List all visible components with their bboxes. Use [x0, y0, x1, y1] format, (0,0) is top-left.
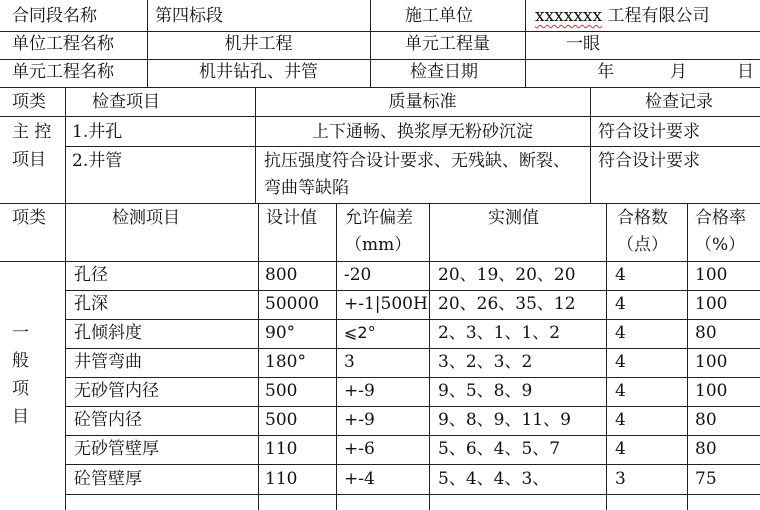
- row-rate: 75: [695, 469, 717, 489]
- row-measured: 20、26、35、12: [438, 294, 576, 314]
- row-item: 孔深: [74, 294, 108, 314]
- row-tolerance: +-9: [344, 381, 375, 401]
- row-count: 4: [615, 352, 626, 372]
- row-measured: 9、5、8、9: [438, 381, 533, 401]
- main-category-line2: 项目: [12, 150, 46, 170]
- gen-category-char: 般: [12, 351, 29, 371]
- main-row-item: 2.井管: [72, 151, 123, 171]
- gen-col-measured: 实测值: [488, 208, 539, 228]
- gen-col-pass-rate: 合格率: [695, 208, 746, 228]
- row-design: 90°: [265, 323, 296, 343]
- main-row-standard: 抗压强度符合设计要求、无残缺、断裂、: [264, 151, 570, 171]
- row-rate: 80: [695, 439, 717, 459]
- row-item: 孔径: [74, 265, 108, 285]
- row-count: 4: [615, 381, 626, 401]
- element-name-value: 机井钻孔、井管: [199, 62, 318, 82]
- gen-col-category: 项类: [12, 208, 46, 228]
- row-item: 砼管壁厚: [74, 469, 142, 489]
- gen-category-char: 一: [12, 323, 29, 343]
- row-measured: 20、19、20、20: [438, 265, 576, 285]
- row-count: 4: [615, 294, 626, 314]
- row-tolerance: +-9: [344, 410, 375, 430]
- row-count: 4: [615, 265, 626, 285]
- main-col-category: 项类: [12, 92, 46, 112]
- constructor-name-placeholder: xxxxxxx: [535, 6, 603, 26]
- constructor-value: [535, 3, 710, 29]
- row-measured: 2、3、1、1、2: [438, 323, 561, 343]
- row-rate: 80: [695, 410, 717, 430]
- unit-project-label: 单位工程名称: [12, 34, 114, 54]
- unit-project-value: 机井工程: [224, 34, 293, 54]
- inspect-date-label: 检查日期: [410, 62, 478, 82]
- main-col-standard: 质量标准: [388, 92, 457, 112]
- main-row-record: 符合设计要求: [598, 151, 700, 171]
- row-item: 砼管内径: [74, 410, 142, 430]
- row-rate: 80: [695, 323, 717, 343]
- row-item: 无砂管内径: [74, 381, 159, 401]
- gen-col-tolerance-unit: （mm）: [345, 235, 412, 255]
- date-year-label: 年: [597, 62, 614, 82]
- contract-section-value: 第四标段: [155, 6, 223, 26]
- date-month-label: 月: [670, 62, 687, 82]
- row-count: 4: [615, 323, 626, 343]
- gen-col-pass-count: 合格数: [617, 208, 668, 228]
- date-day-label: 日: [737, 62, 754, 82]
- row-tolerance: 3: [344, 352, 355, 372]
- row-count: 4: [615, 439, 626, 459]
- row-measured: 5、4、4、3、: [438, 469, 550, 489]
- row-tolerance: +-1|500H: [344, 294, 428, 314]
- main-row-standard: 上下通畅、换浆厚无粉砂沉淀: [312, 122, 533, 142]
- row-item: 无砂管壁厚: [74, 439, 159, 459]
- contract-section-label: 合同段名称: [12, 6, 97, 26]
- main-row-standard-cont: 弯曲等缺陷: [264, 178, 349, 198]
- gen-col-design: 设计值: [266, 208, 317, 228]
- gen-col-pass-count-unit: （点）: [617, 235, 668, 255]
- element-name-label: 单元工程名称: [12, 62, 114, 82]
- row-measured: 5、6、4、5、7: [438, 439, 561, 459]
- constructor-name-suffix: 工程有限公司: [602, 6, 710, 26]
- row-rate: 100: [695, 294, 728, 314]
- row-tolerance: -20: [344, 265, 372, 285]
- row-rate: 100: [695, 381, 728, 401]
- main-category-line1: 主 控: [12, 122, 52, 142]
- gen-col-tolerance: 允许偏差: [345, 208, 413, 228]
- main-col-item: 检查项目: [92, 92, 160, 112]
- row-design: 110: [265, 439, 298, 459]
- row-design: 500: [265, 410, 298, 430]
- row-design: 500: [265, 381, 298, 401]
- row-tolerance: ⩽2°: [344, 323, 376, 342]
- row-rate: 100: [695, 352, 728, 372]
- gen-col-pass-rate-unit: （%）: [695, 235, 746, 255]
- main-col-record: 检查记录: [645, 92, 713, 112]
- row-measured: 9、8、9、11、9: [438, 410, 571, 430]
- row-count: 3: [615, 469, 626, 489]
- row-count: 4: [615, 410, 626, 430]
- row-item: 井管弯曲: [74, 352, 142, 372]
- row-item: 孔倾斜度: [74, 323, 142, 343]
- gen-col-item: 检测项目: [112, 208, 180, 228]
- row-measured: 3、2、3、2: [438, 352, 533, 372]
- element-qty-label: 单元工程量: [405, 34, 490, 54]
- row-tolerance: +-4: [344, 469, 375, 489]
- gen-category-char: 项: [12, 379, 29, 399]
- element-qty-value: 一眼: [566, 34, 600, 54]
- row-rate: 100: [695, 265, 728, 285]
- row-tolerance: +-6: [344, 439, 375, 459]
- row-design: 50000: [265, 294, 320, 314]
- row-design: 110: [265, 469, 298, 489]
- main-row-item: 1.井孔: [72, 122, 123, 142]
- constructor-label: 施工单位: [405, 6, 473, 26]
- gen-category-char: 目: [12, 407, 29, 427]
- row-design: 180°: [265, 352, 306, 372]
- main-row-record: 符合设计要求: [598, 122, 700, 142]
- row-design: 800: [265, 265, 298, 285]
